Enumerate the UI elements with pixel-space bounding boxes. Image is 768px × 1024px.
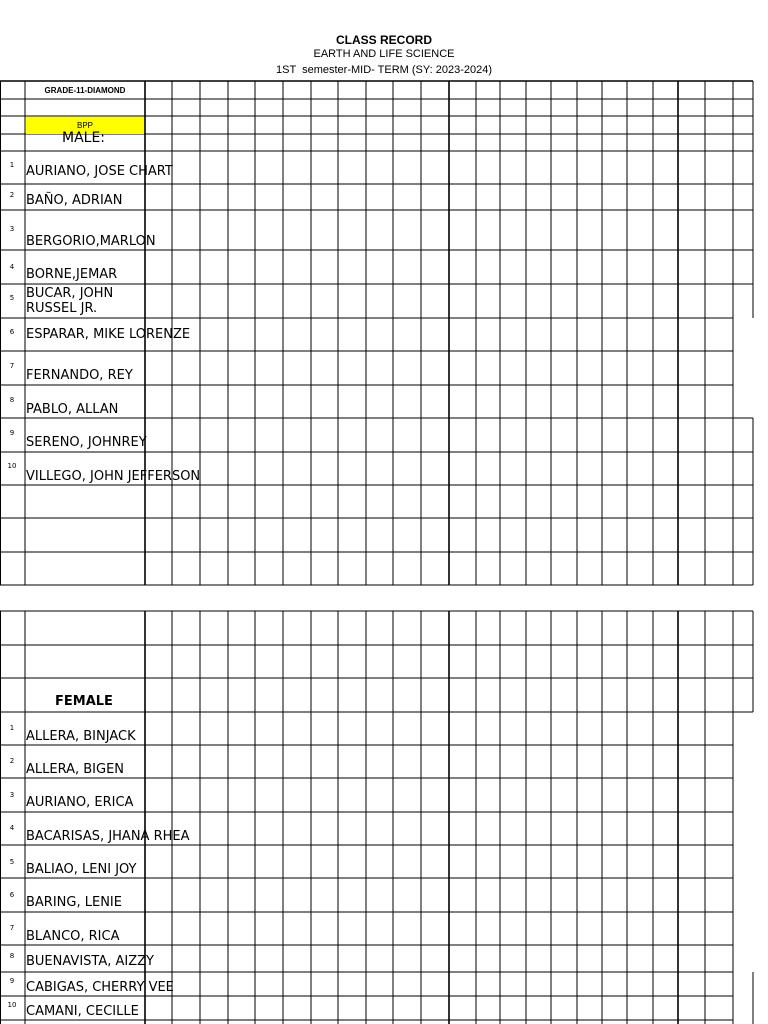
row-number: 9 [9, 977, 15, 985]
record-title: CLASS RECORD [335, 33, 432, 47]
term-title: 1ST semester-MID- TERM (SY: 2023-2024) [276, 64, 492, 76]
student-name: ESPARAR, MIKE LORENZE [26, 327, 191, 342]
row-number: 1 [9, 161, 15, 169]
row-number: 7 [9, 924, 15, 932]
female-heading: FEMALE [55, 694, 113, 709]
male-heading: MALE: [62, 130, 106, 146]
row-number: 10 [7, 462, 17, 470]
student-name: FERNANDO, REY [26, 368, 133, 383]
student-name: PABLO, ALLAN [26, 402, 119, 417]
row-number: 7 [9, 362, 15, 370]
grade-section-label: GRADE-11-DIAMOND [44, 86, 126, 95]
row-number: 2 [9, 191, 15, 199]
student-name: BERGORIO,MARLON [26, 234, 156, 249]
student-name: BALIAO, LENI JOY [26, 862, 137, 877]
subject-title: EARTH AND LIFE SCIENCE [313, 48, 455, 60]
student-name: BAÑO, ADRIAN [26, 193, 123, 208]
row-number: 4 [9, 824, 15, 832]
row-number: 3 [9, 225, 15, 233]
row-number: 3 [9, 791, 15, 799]
student-name: BARING, LENIE [26, 895, 122, 910]
row-number: 5 [9, 294, 15, 302]
student-name: AURIANO, ERICA [26, 795, 134, 810]
row-number: 10 [7, 1001, 17, 1009]
student-name: BUCAR, JOHN RUSSEL JR. [26, 286, 114, 316]
student-name: CAMANI, CECILLE [26, 1004, 139, 1019]
student-name: BLANCO, RICA [26, 929, 120, 944]
student-name: BORNE,JEMAR [26, 267, 118, 282]
bpp-label: BPP [26, 117, 144, 134]
student-name: CABIGAS, CHERRY VEE [26, 980, 174, 995]
student-name: SERENO, JOHNREY [26, 435, 147, 450]
row-number: 1 [9, 724, 15, 732]
student-name: BACARISAS, JHANA RHEA [26, 829, 190, 844]
student-name: AURIANO, JOSE CHART [26, 164, 173, 179]
row-number: 5 [9, 858, 15, 866]
student-name: VILLEGO, JOHN JEFFERSON [26, 469, 201, 484]
row-number: 6 [9, 891, 15, 899]
row-number: 6 [9, 328, 15, 336]
row-number: 9 [9, 429, 15, 437]
row-number: 8 [9, 952, 15, 960]
row-number: 2 [9, 757, 15, 765]
student-name: ALLERA, BINJACK [26, 729, 136, 744]
row-number: 8 [9, 396, 15, 404]
student-name: ALLERA, BIGEN [26, 762, 125, 777]
row-number: 4 [9, 263, 15, 271]
student-name: BUENAVISTA, AIZZY [26, 954, 154, 969]
